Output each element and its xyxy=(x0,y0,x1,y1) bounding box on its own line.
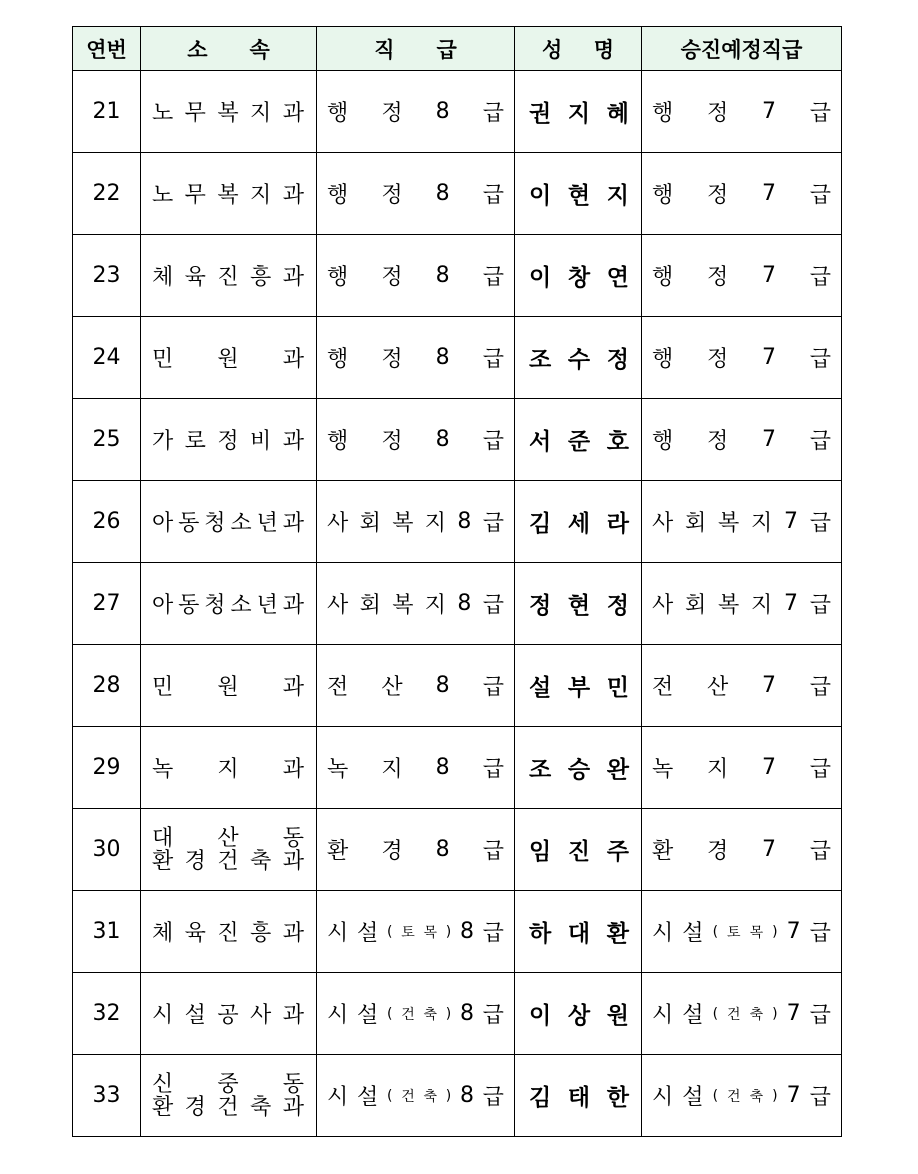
row-number: 32 xyxy=(73,973,141,1055)
promotion-grade-cell: 시 설 ( 토 목 ) 7 급 xyxy=(642,891,842,973)
promotion-grade-cell: 사 회 복 지 7 급 xyxy=(642,481,842,563)
department-cell: 가 로 정 비 과 xyxy=(141,399,317,481)
row-number: 22 xyxy=(73,153,141,235)
employee-name-cell: 임 진 주 xyxy=(515,809,642,891)
table-row xyxy=(73,1055,842,1137)
current-grade-cell: 환 경 8 급 xyxy=(317,809,515,891)
employee-name-cell: 정 현 정 xyxy=(515,563,642,645)
table-row xyxy=(73,399,842,481)
row-number: 29 xyxy=(73,727,141,809)
employee-name-cell: 하 대 환 xyxy=(515,891,642,973)
employee-name-cell: 권 지 혜 xyxy=(515,71,642,153)
row-number: 21 xyxy=(73,71,141,153)
promotion-grade-cell: 행 정 7 급 xyxy=(642,153,842,235)
row-number: 28 xyxy=(73,645,141,727)
row-number: 33 xyxy=(73,1055,141,1137)
current-grade-cell: 시 설 ( 건 축 ) 8 급 xyxy=(317,1055,515,1137)
department-cell: 체 육 진 흥 과 xyxy=(141,235,317,317)
department-cell: 민 원 과 xyxy=(141,645,317,727)
row-number: 31 xyxy=(73,891,141,973)
department-cell: 아 동 청 소 년 과 xyxy=(141,481,317,563)
header-department: 소 속 xyxy=(141,27,317,71)
row-number: 25 xyxy=(73,399,141,481)
table-row xyxy=(73,973,842,1055)
current-grade-cell: 행 정 8 급 xyxy=(317,235,515,317)
employee-name-cell: 조 수 정 xyxy=(515,317,642,399)
department-cell: 노 무 복 지 과 xyxy=(141,153,317,235)
promotion-grade-cell: 사 회 복 지 7 급 xyxy=(642,563,842,645)
promotion-grade-cell: 시 설 ( 건 축 ) 7 급 xyxy=(642,973,842,1055)
promotion-grade-cell: 시 설 ( 건 축 ) 7 급 xyxy=(642,1055,842,1137)
row-number: 30 xyxy=(73,809,141,891)
promotion-grade-cell: 녹 지 7 급 xyxy=(642,727,842,809)
table-row xyxy=(73,153,842,235)
current-grade-cell: 행 정 8 급 xyxy=(317,399,515,481)
table-row xyxy=(73,891,842,973)
employee-name-cell: 이 창 연 xyxy=(515,235,642,317)
table-row xyxy=(73,727,842,809)
header-promotion-grade: 승진예정직급 xyxy=(642,27,842,71)
header-grade: 직 급 xyxy=(317,27,515,71)
table-row xyxy=(73,317,842,399)
employee-name-cell: 서 준 호 xyxy=(515,399,642,481)
table-row xyxy=(73,481,842,563)
department-cell: 녹 지 과 xyxy=(141,727,317,809)
current-grade-cell: 사 회 복 지 8 급 xyxy=(317,481,515,563)
promotion-grade-cell: 환 경 7 급 xyxy=(642,809,842,891)
table-row xyxy=(73,235,842,317)
employee-name-cell: 김 세 라 xyxy=(515,481,642,563)
current-grade-cell: 행 정 8 급 xyxy=(317,71,515,153)
department-cell: 노 무 복 지 과 xyxy=(141,71,317,153)
current-grade-cell: 행 정 8 급 xyxy=(317,153,515,235)
department-cell: 체 육 진 흥 과 xyxy=(141,891,317,973)
table-row xyxy=(73,809,842,891)
department-cell: 신 중 동 환 경 건 축 과 xyxy=(141,1055,317,1137)
row-number: 23 xyxy=(73,235,141,317)
department-cell: 시 설 공 사 과 xyxy=(141,973,317,1055)
department-cell: 대 산 동 환 경 건 축 과 xyxy=(141,809,317,891)
row-number: 26 xyxy=(73,481,141,563)
employee-name-cell: 김 태 한 xyxy=(515,1055,642,1137)
promotion-grade-cell: 행 정 7 급 xyxy=(642,399,842,481)
table-row xyxy=(73,71,842,153)
employee-name-cell: 설 부 민 xyxy=(515,645,642,727)
header-name: 성 명 xyxy=(515,27,642,71)
current-grade-cell: 시 설 ( 건 축 ) 8 급 xyxy=(317,973,515,1055)
employee-name-cell: 조 승 완 xyxy=(515,727,642,809)
header-number: 연번 xyxy=(73,27,141,71)
header-row xyxy=(73,27,842,71)
table-row xyxy=(73,645,842,727)
promotion-grade-cell: 행 정 7 급 xyxy=(642,71,842,153)
current-grade-cell: 사 회 복 지 8 급 xyxy=(317,563,515,645)
current-grade-cell: 녹 지 8 급 xyxy=(317,727,515,809)
promotion-roster-table xyxy=(72,26,842,1137)
promotion-grade-cell: 행 정 7 급 xyxy=(642,317,842,399)
row-number: 27 xyxy=(73,563,141,645)
table-row xyxy=(73,563,842,645)
current-grade-cell: 전 산 8 급 xyxy=(317,645,515,727)
current-grade-cell: 시 설 ( 토 목 ) 8 급 xyxy=(317,891,515,973)
department-cell: 아 동 청 소 년 과 xyxy=(141,563,317,645)
promotion-grade-cell: 행 정 7 급 xyxy=(642,235,842,317)
employee-name-cell: 이 상 원 xyxy=(515,973,642,1055)
promotion-grade-cell: 전 산 7 급 xyxy=(642,645,842,727)
current-grade-cell: 행 정 8 급 xyxy=(317,317,515,399)
department-cell: 민 원 과 xyxy=(141,317,317,399)
employee-name-cell: 이 현 지 xyxy=(515,153,642,235)
row-number: 24 xyxy=(73,317,141,399)
